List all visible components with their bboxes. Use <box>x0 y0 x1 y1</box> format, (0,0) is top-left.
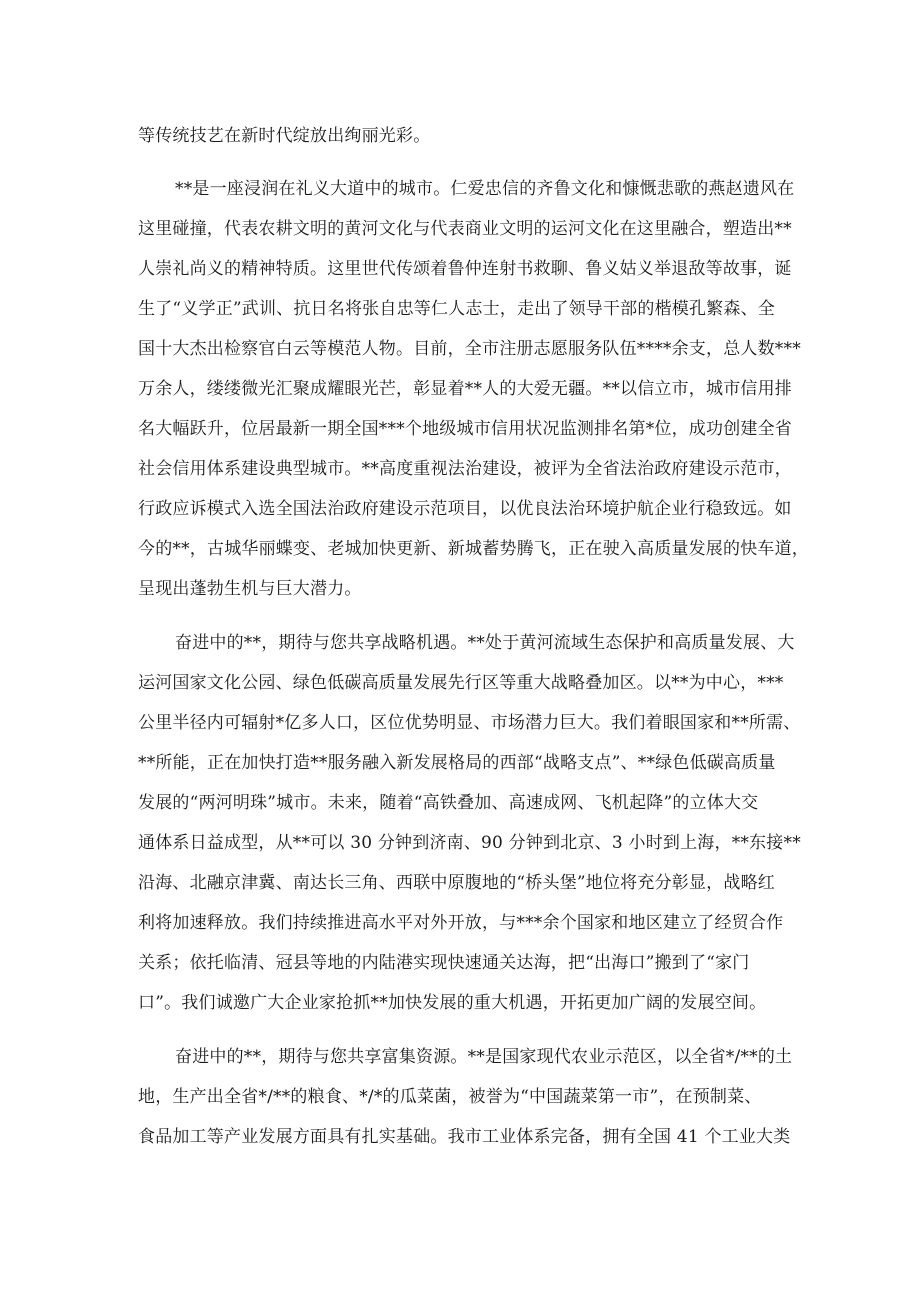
text-line: 食品加工等产业发展方面具有扎实基础。我市工业体系完备，拥有全国 41 个工业大类 <box>138 1127 791 1147</box>
text-line: 等传统技艺在新时代绽放出绚丽光彩。 <box>138 126 431 146</box>
text-line: 沿海、北融京津冀、南达长三角、西联中原腹地的“桥头堡”地位将充分彰显，战略红 <box>138 873 775 893</box>
text-line: 人崇礼尚义的精神特质。这里世代传颂着鲁仲连射书救聊、鲁义姑义举退敌等故事，诞 <box>138 259 792 279</box>
text-line: 通体系日益成型，从**可以 30 分钟到济南、90 分钟到北京、3 小时到上海，**东接** <box>138 833 801 853</box>
text-line: 公里半径内可辐射*亿多人口，区位优势明显、市场潜力巨大。我们着眼国家和**所需、 <box>138 713 801 733</box>
text-line: 发展的“两河明珠”城市。未来，随着“高铁叠加、高速成网、飞机起降”的立体大交 <box>138 793 759 813</box>
text-line: 名大幅跃升，位居最新一期全国***个地级城市信用状况监测排名第*位，成功创建全省 <box>138 419 792 439</box>
text-line: **是一座浸润在礼义大道中的城市。仁爱忠信的齐鲁文化和慷慨悲歌的燕赵遗风在 <box>175 179 795 199</box>
text-line: 运河国家文化公园、绿色低碳高质量发展先行区等重大战略叠加区。以**为中心，*** <box>138 673 784 693</box>
text-line: 奋进中的**，期待与您共享富集资源。**是国家现代农业示范区，以全省*/**的土 <box>175 1047 793 1067</box>
text-line: 社会信用体系建设典型城市。**高度重视法治建设，被评为全省法治政府建设示范市， <box>138 459 792 479</box>
text-line: 万余人，缕缕微光汇聚成耀眼光芒，彰显着**人的大爱无疆。**以信立市，城市信用排 <box>138 379 792 399</box>
text-line: 行政应诉模式入选全国法治政府建设示范项目，以优良法治环境护航企业行稳致远。如 <box>138 499 792 519</box>
text-line: 今的**，古城华丽蝶变、老城加快更新、新城蓄势腾飞，正在驶入高质量发展的快车道， <box>138 539 809 559</box>
text-line: 生了“义学正”武训、抗日名将张自忠等仁人志士，走出了领导干部的楷模孔繁森、全 <box>138 299 775 319</box>
text-line: 利将加速释放。我们持续推进高水平对外开放，与***余个国家和地区建立了经贸合作 <box>138 913 784 933</box>
text-line: **所能，正在加快打造**服务融入新发展格局的西部“战略支点”、**绿色低碳高质量 <box>138 753 776 773</box>
text-line: 奋进中的**，期待与您共享战略机遇。**处于黄河流域生态保护和高质量发展、大 <box>175 633 795 653</box>
text-line: 这里碰撞，代表农耕文明的黄河文化与代表商业文明的运河文化在这里融合，塑造出** <box>138 219 792 239</box>
text-line: 呈现出蓬勃生机与巨大潜力。 <box>138 579 362 599</box>
text-line: 关系；依托临清、冠县等地的内陆港实现快速通关达海，把“出海口”搬到了“家门 <box>138 953 750 973</box>
text-line: 国十大杰出检察官白云等模范人物。目前，全市注册志愿服务队伍****余支，总人数*** <box>138 339 801 359</box>
text-line: 口”。我们诚邀广大企业家抢抓**加快发展的重大机遇，开拓更加广阔的发展空间。 <box>138 993 767 1013</box>
text-line: 地，生产出全省*/**的粮食、*/*的瓜菜菌，被誉为“中国蔬菜第一市”，在预制菜、 <box>138 1087 762 1107</box>
